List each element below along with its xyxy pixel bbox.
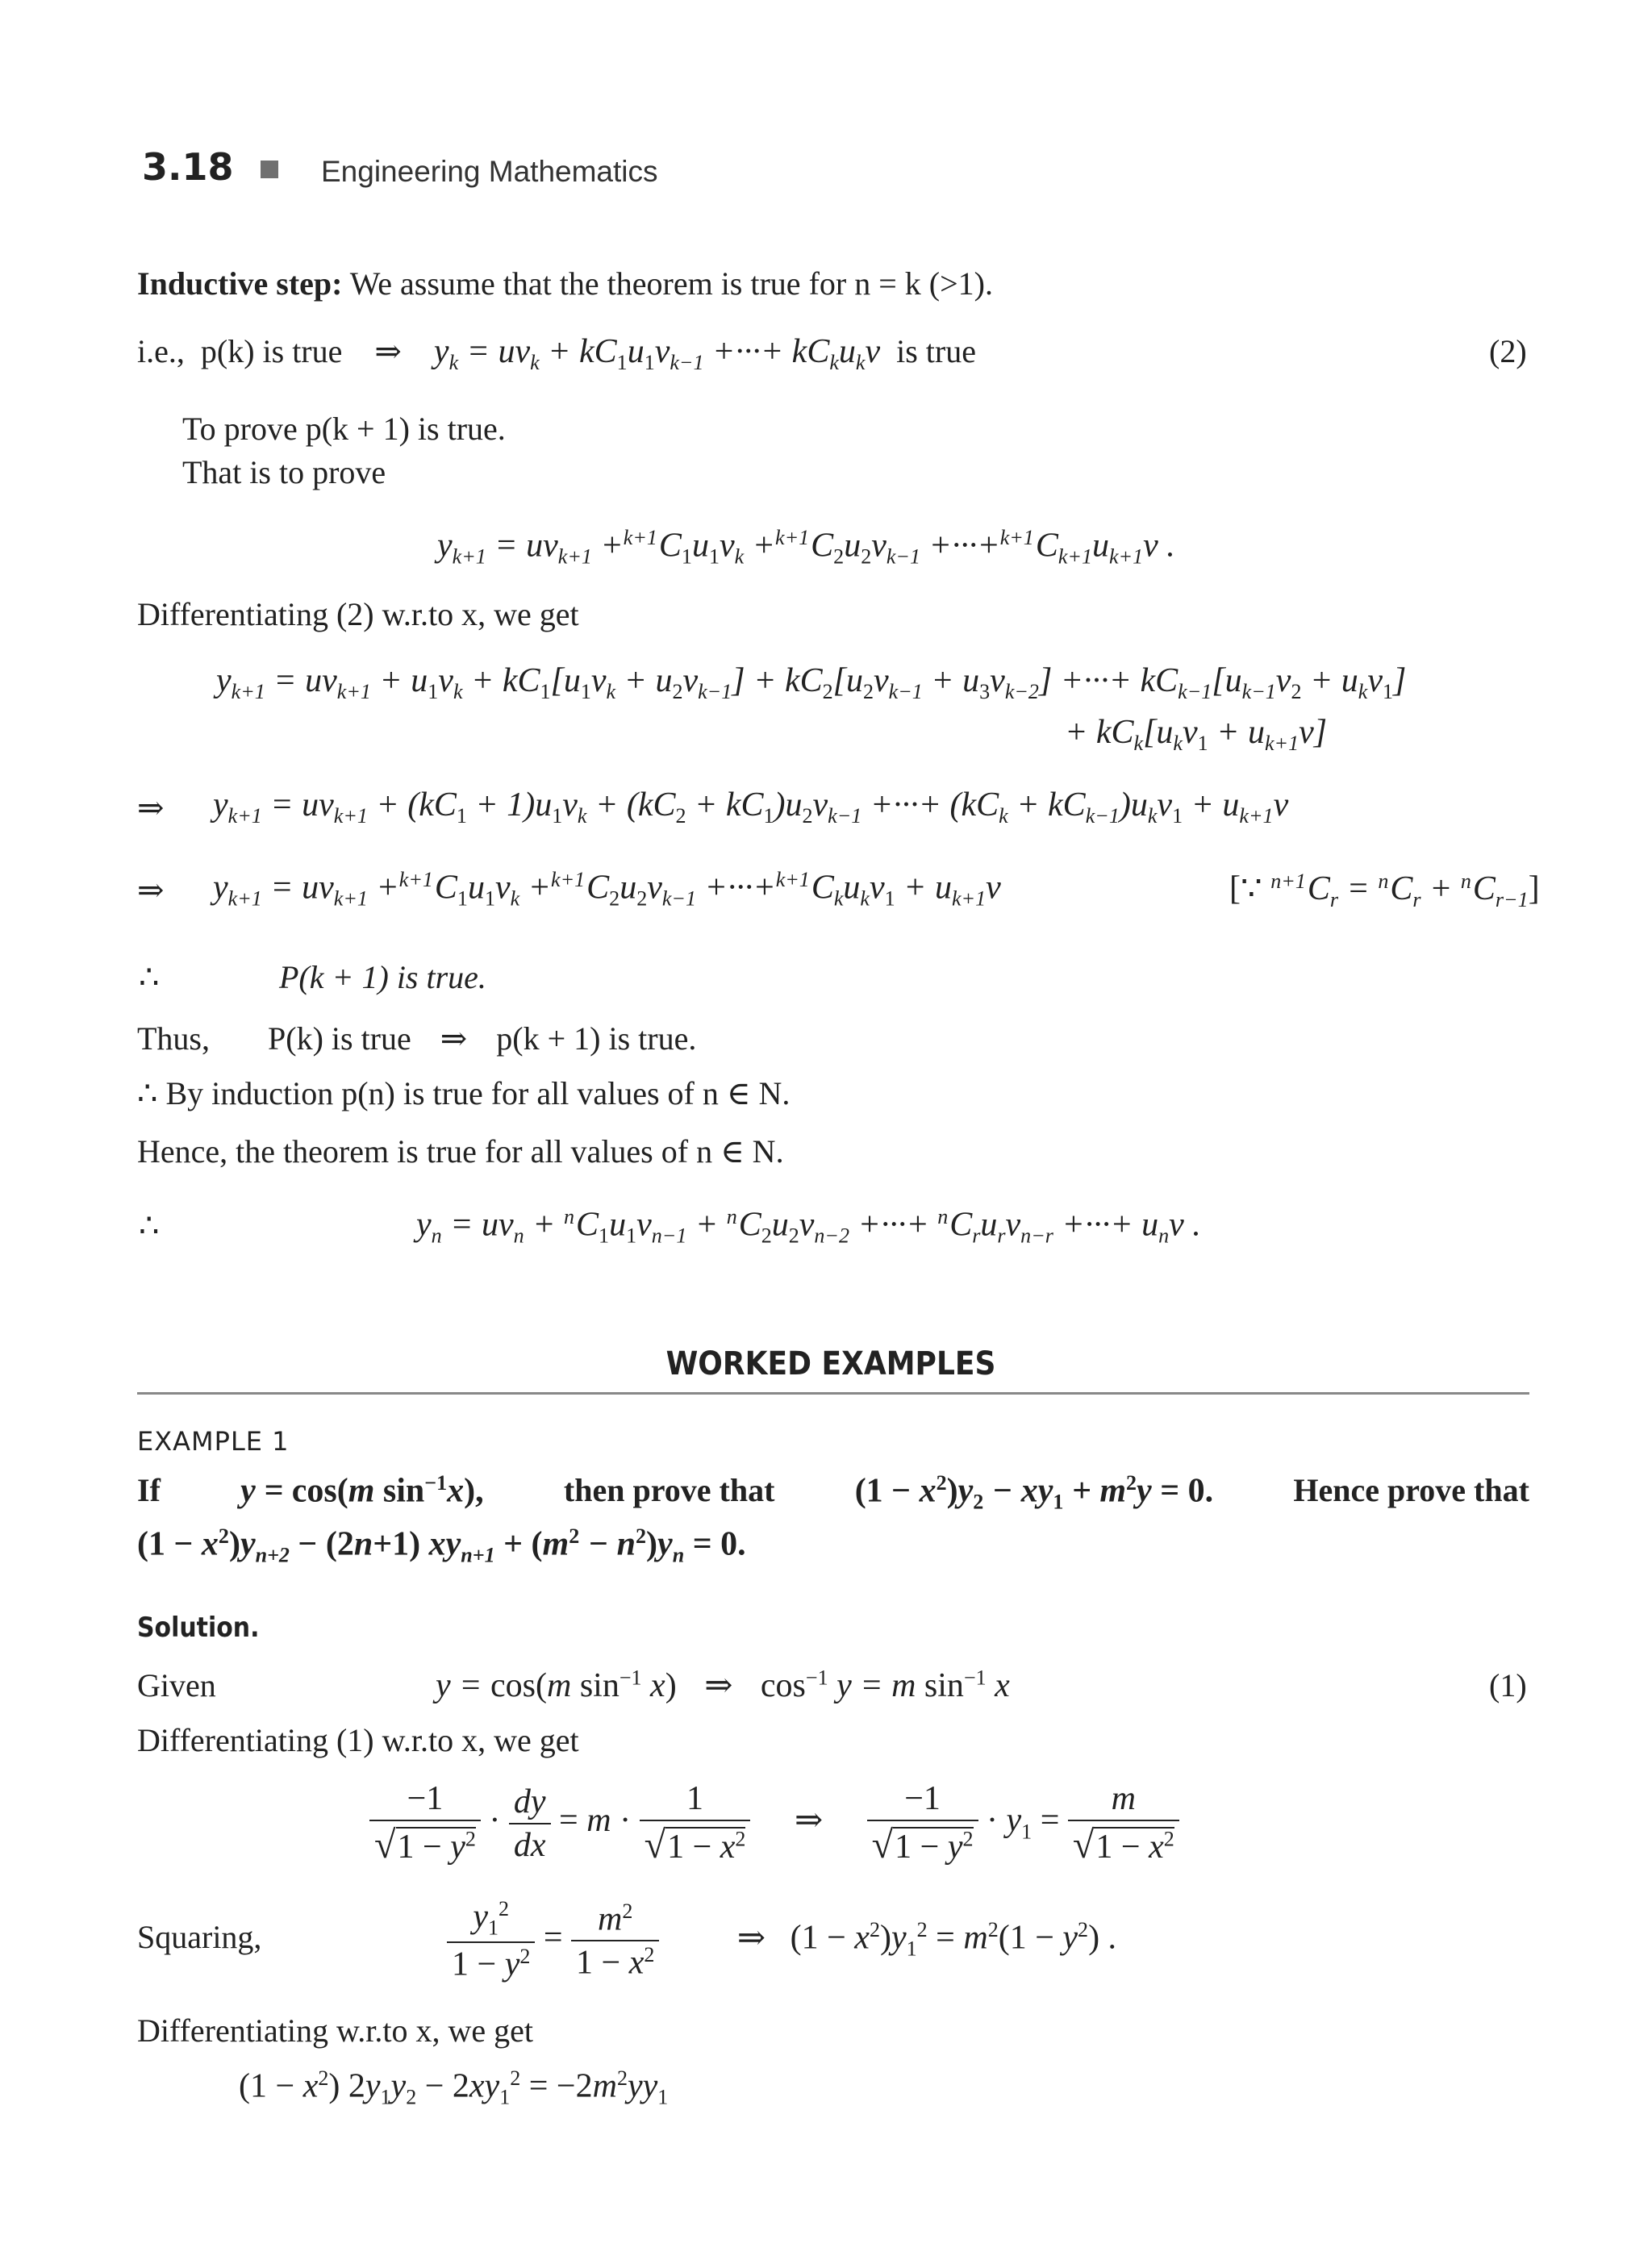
to-prove-text: To prove p(k + 1) is true. [182,411,506,447]
page-number: 3.18 [142,145,234,189]
differentiating-2-text: Differentiating (2) w.r.to x, we get [137,596,579,632]
frac-msq: $\frac{m^2}{1 - x^2}$ [571,1899,659,1983]
differentiating-wrt-text: Differentiating w.r.to x, we get [137,2012,533,2049]
equation-number-1: (1) [1489,1667,1527,1703]
frac-y1sq: $\frac{y_1^2}{1 - y^2}$ [447,1897,535,1984]
thus-label: Thus, [137,1020,210,1057]
example-statement-line2: $(1 - x^2)y_{n+2} - (2n+1)$ $xy_{n+1} + (m^2 - n^2)y_n = 0$. [137,1524,746,1567]
given-function: y = cos(m $\sin^{-1}x$), [240,1471,484,1510]
frac-m-sqrt: $\frac{m}{√1 - x^2}$ [1068,1779,1179,1867]
given-equation: y = cos(m $\sin^{-1} x$) ⇒ $\cos^{-1} y = m$ $\sin^{-1} x$ [436,1666,1010,1704]
ie-line [137,332,976,375]
implies-arrow-2: ⇒ [137,872,165,908]
book-title: Engineering Mathematics [321,155,658,188]
first-ode: $(1 - x^2)y_2 - xy_1 + m^2y = 0$. [854,1471,1214,1514]
given-label: Given [137,1667,216,1703]
equation-diff-line2: + $kC_k[u_kv_1 + u_{k+1}v]$ [1065,714,1328,756]
inductive-step-text: We assume that the theorem is true for n = k (>1). [349,265,993,302]
induction-conclusion: ∴ By induction p(n) is true for all values of n ∈ N. [137,1075,791,1111]
derivative-equation: $\frac{-1}{√1 - y^2}$ · $\frac{dy}{dx}$ = m · $\frac{1}{√1 - x^2}$ ⇒ $\frac{-1}{√1 - y^2}$ · $y_1$ = $\frac{m}{√1 - x^2}$ [369,1779,1179,1867]
section-divider [137,1392,1529,1395]
thus-implies: ⇒ [440,1020,468,1057]
pascal-identity: [∵ $^{n+1}C_r = ^nC_r + ^nC_{r-1}$] [1229,869,1540,912]
implies-arrow-1: ⇒ [137,790,165,826]
derivative-implies: ⇒ [794,1802,824,1840]
equation-yk1-target: $y_{k+1} = uv_{k+1} +^{k+1}C_1u_1v_k +^{k+1}C_2u_2v_{k-1} +\cdot\cdot\cdot+^{k+1}C_{k+1}u_{k+1}v$ . [437,526,1175,569]
therefore-symbol-2: ∴ [139,1207,160,1244]
then-prove-text: then prove that [563,1472,775,1509]
second-derivative-equation: $(1 - x^2)$ $2y_1y_2 - 2xy_1^2 = -2m^2yy_1$ [239,2066,669,2109]
equation-yk: $y_k = uv_k + kC_1u_1v_{k-1}$ +···+ $kC_ku_kv$ [433,333,881,375]
header-square-icon [261,161,278,178]
equation-pascal-line: $y_{k+1} = uv_{k+1} +^{k+1}C_1u_1v_k +^{k+1}C_2u_2v_{k-1} +\cdot\cdot\cdot+^{k+1}C_ku_kv_1 + u_{k+1}v$ [213,868,1001,911]
therefore-symbol-1: ∴ [139,959,160,995]
frac-dy-dx: $\frac{dy}{dx}$ [509,1783,551,1865]
hence-theorem-text: Hence, the theorem is true for all values of n ∈ N. [137,1133,784,1170]
thus-pk1-text: p(k + 1) is true. [496,1020,697,1057]
equation-collect-line: $y_{k+1} = uv_{k+1} + (kC_1 + 1)u_1v_k + (kC_2 + kC_1)u_2v_{k-1}$ +···+ $(kC_k + kC_{k-1})u_kv_1 + u_{k+1}v$ [213,786,1289,828]
implies-symbol: ⇒ [374,333,402,369]
that-is-text: That is to prove [182,454,386,490]
example-statement-line1 [137,1471,1529,1514]
hence-prove-text: Hence prove that [1293,1472,1529,1509]
squared-implies: ⇒ [736,1919,766,1957]
given-implies: ⇒ [704,1667,733,1704]
frac-1-sqrt: $\frac{1}{√1 - x^2}$ [640,1779,751,1867]
thus-line [137,1020,696,1057]
leibniz-formula: $y_n = uv_n + ^nC_1u_1v_{n-1} + ^nC_2u_2v_{n-2}$ +···+ $^nC_ru_rv_{n-r}$ +···+ $u_nv$ . [416,1205,1201,1248]
is-true-text: is true [896,333,976,369]
if-word: If [137,1472,161,1509]
section-title: WORKED EXAMPLES [665,1345,996,1382]
because-symbol: ∵ [1241,870,1262,907]
pk-true-text: p(k) is true [200,333,343,369]
pk1-true-text: P(k + 1) is true. [279,959,486,995]
thus-pk-text: P(k) is true [268,1020,411,1057]
ie-label: i.e., [137,333,185,369]
example-label: EXAMPLE 1 [137,1426,290,1457]
squaring-label: Squaring, [137,1919,262,1955]
equation-diff-line1: $y_{k+1} = uv_{k+1} + u_1v_k + kC_1[u_1v_k + u_2v_{k-1}] + kC_2[u_2v_{k-1} + u_3v_{k-2}]$ +···+ $kC_{k-1}[u_{k-1}v_2 + u_kv_1]$ [216,662,1407,704]
frac-neg1-sqrt-b: $\frac{-1}{√1 - y^2}$ [867,1779,978,1867]
inductive-step-paragraph [137,265,993,302]
inductive-step-label: Inductive step: [137,265,343,302]
frac-neg1-sqrt: $\frac{-1}{√1 - y^2}$ [369,1779,481,1867]
solution-label: Solution. [137,1612,260,1644]
equation-number-2: (2) [1489,333,1527,369]
differentiating-1-text: Differentiating (1) w.r.to x, we get [137,1722,579,1758]
squared-equation: $\frac{y_1^2}{1 - y^2}$ = $\frac{m^2}{1 - x^2}$ ⇒ $(1 - x^2)y_1^2 = m^2(1 - y^2)$ . [447,1897,1116,1984]
